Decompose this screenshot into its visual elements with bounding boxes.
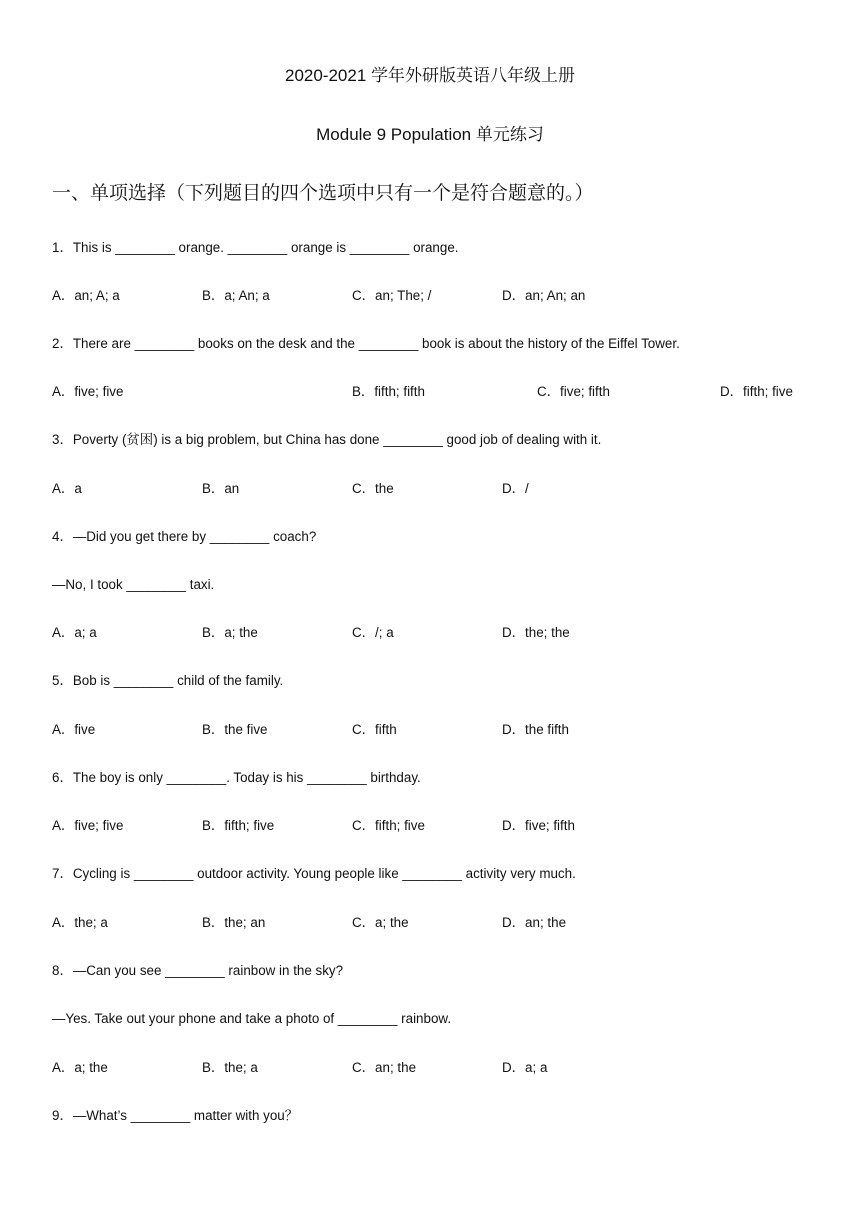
option-b: B．a; An; a bbox=[202, 288, 270, 303]
option-c: C．the bbox=[352, 481, 394, 496]
question-2-stem: 2．There are ________ books on the desk and the ________ book is about the history of the Eiffel Tower. bbox=[52, 336, 680, 351]
option-c: C．fifth; five bbox=[352, 818, 425, 833]
question-9-stem: 9．—What’s ________ matter with you？ bbox=[52, 1108, 299, 1123]
option-c: C．a; the bbox=[352, 915, 409, 930]
option-a: A．five bbox=[52, 722, 96, 737]
question-4-options bbox=[0, 624, 860, 642]
option-a: A．five; five bbox=[52, 818, 124, 833]
option-a: A．a bbox=[52, 481, 82, 496]
option-d: D．the; the bbox=[502, 625, 570, 640]
option-b: B．a; the bbox=[202, 625, 258, 640]
option-c: C．an; the bbox=[352, 1060, 417, 1075]
question-4-reply: —No, I took ________ taxi. bbox=[52, 577, 215, 592]
option-d: D．a; a bbox=[502, 1060, 548, 1075]
option-a: A．a; a bbox=[52, 625, 97, 640]
option-d: D．fifth; five bbox=[720, 384, 793, 399]
option-c: C．five; fifth bbox=[537, 384, 610, 399]
question-8-options bbox=[0, 1059, 860, 1077]
document-title: 2020-2021 学年外研版英语八年级上册 bbox=[284, 66, 576, 85]
question-3-stem: 3．Poverty (贫困) is a big problem, but China has done ________ good job of dealing with it. bbox=[52, 432, 602, 447]
question-7-stem: 7．Cycling is ________ outdoor activity. Young people like ________ activity very much. bbox=[52, 866, 576, 881]
section-heading: 一、单项选择（下列题目的四个选项中只有一个是符合题意的。） bbox=[52, 183, 594, 204]
option-b: B．fifth; five bbox=[202, 818, 275, 833]
question-2-options bbox=[0, 383, 860, 401]
document-subtitle: Module 9 Population 单元练习 bbox=[316, 125, 544, 144]
option-b: B．the; an bbox=[202, 915, 266, 930]
option-a: A．five; five bbox=[52, 384, 124, 399]
option-a: A．a; the bbox=[52, 1060, 108, 1075]
option-b: B．the five bbox=[202, 722, 268, 737]
option-d: D．an; the bbox=[502, 915, 567, 930]
question-5-stem: 5．Bob is ________ child of the family. bbox=[52, 673, 284, 688]
option-c: C．an; The; / bbox=[352, 288, 432, 303]
option-b: B．an bbox=[202, 481, 240, 496]
option-d: D．an; An; an bbox=[502, 288, 586, 303]
option-c: C．fifth bbox=[352, 722, 397, 737]
option-b: B．the; a bbox=[202, 1060, 258, 1075]
question-1-options bbox=[0, 287, 860, 305]
question-3-options bbox=[0, 480, 860, 498]
question-8-stem: 8．—Can you see ________ rainbow in the sky? bbox=[52, 963, 344, 978]
question-8-reply: —Yes. Take out your phone and take a photo of ________ rainbow. bbox=[52, 1011, 452, 1026]
question-7-options bbox=[0, 914, 860, 932]
option-d: D．/ bbox=[502, 481, 529, 496]
question-5-options bbox=[0, 721, 860, 739]
option-a: A．the; a bbox=[52, 915, 108, 930]
question-6-options bbox=[0, 817, 860, 835]
option-d: D．the fifth bbox=[502, 722, 569, 737]
question-6-stem: 6．The boy is only ________. Today is his ________ birthday. bbox=[52, 770, 421, 785]
option-b: B．fifth; fifth bbox=[352, 384, 425, 399]
option-a: A．an; A; a bbox=[52, 288, 120, 303]
question-4-stem: 4．—Did you get there by ________ coach? bbox=[52, 529, 317, 544]
option-c: C．/; a bbox=[352, 625, 394, 640]
question-1-stem: 1．This is ________ orange. ________ orange is ________ orange. bbox=[52, 240, 459, 255]
option-d: D．five; fifth bbox=[502, 818, 575, 833]
